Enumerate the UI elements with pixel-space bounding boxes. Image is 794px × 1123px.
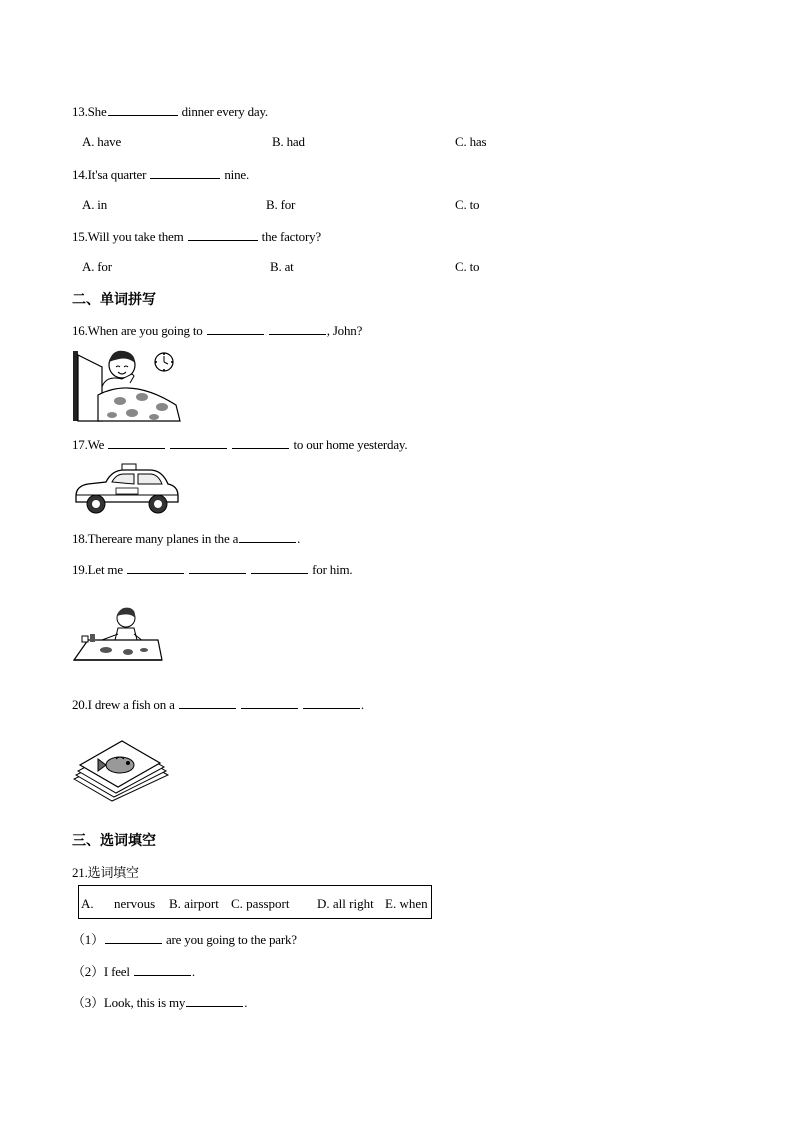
- question-text: 13.She: [72, 104, 107, 119]
- question-text: 20.I drew a fish on a: [72, 697, 175, 712]
- answer-blank[interactable]: [150, 166, 220, 179]
- question-19: [72, 561, 352, 578]
- option-c[interactable]: C. has: [455, 134, 487, 149]
- question-text: the factory?: [261, 229, 321, 244]
- question-20: [72, 696, 364, 713]
- question-text: I feel: [103, 964, 130, 979]
- question-16: [72, 322, 362, 339]
- word-option: E. when: [385, 896, 428, 911]
- question-text: 18.Thereare many planes in the a: [72, 531, 239, 546]
- answer-blank[interactable]: [241, 696, 298, 709]
- section-heading: 二、单词拼写: [72, 292, 156, 308]
- answer-blank[interactable]: [179, 696, 236, 709]
- question-13: [72, 103, 268, 120]
- question-21-item-3: [72, 992, 247, 1011]
- question-text: 17.We: [72, 437, 105, 452]
- item-number: （2）: [72, 964, 104, 979]
- question-text: 19.Let me: [72, 562, 123, 577]
- answer-blank[interactable]: [108, 103, 178, 116]
- word-option: C. passport: [231, 896, 290, 911]
- question-text: are you going to the park?: [165, 932, 297, 947]
- question-text: , John?: [326, 323, 363, 338]
- question-text: .: [244, 995, 248, 1010]
- option-a[interactable]: A. in: [82, 197, 108, 212]
- answer-blank[interactable]: [232, 436, 289, 449]
- question-15: [72, 228, 321, 245]
- answer-blank[interactable]: [127, 561, 184, 574]
- option-a[interactable]: A. for: [82, 259, 112, 274]
- boy-in-bed-clock-icon: [72, 345, 182, 423]
- question-text: for him.: [312, 562, 353, 577]
- taxi-icon: [72, 462, 182, 516]
- word-option: A.: [81, 896, 94, 911]
- answer-blank[interactable]: [251, 561, 308, 574]
- question-17: [72, 436, 407, 453]
- answer-blank[interactable]: [186, 994, 243, 1007]
- option-b[interactable]: B. at: [270, 259, 294, 274]
- answer-blank[interactable]: [170, 436, 227, 449]
- question-text: 15.Will you take them: [72, 229, 184, 244]
- question-21-item-2: [72, 961, 195, 980]
- question-text: 16.When are you going to: [72, 323, 203, 338]
- question-text: .: [191, 964, 195, 979]
- question-text: dinner every day.: [181, 104, 268, 119]
- answer-blank[interactable]: [207, 322, 264, 335]
- question-text: to our home yesterday.: [293, 437, 408, 452]
- answer-blank[interactable]: [188, 228, 258, 241]
- question-text: .: [360, 697, 364, 712]
- answer-blank[interactable]: [105, 931, 162, 944]
- question-21-title: 21.选词填空: [72, 865, 139, 880]
- answer-blank[interactable]: [303, 696, 360, 709]
- question-21-item-1: [72, 929, 297, 948]
- answer-blank[interactable]: [134, 963, 191, 976]
- fish-drawing-icon: [72, 735, 170, 803]
- word-option: B. airport: [169, 896, 219, 911]
- word-option: nervous: [114, 896, 156, 911]
- word-bank: [78, 885, 432, 919]
- question-18: [72, 530, 300, 547]
- question-text: nine.: [224, 167, 249, 182]
- option-c[interactable]: C. to: [455, 197, 480, 212]
- option-b[interactable]: B. had: [272, 134, 305, 149]
- option-c[interactable]: C. to: [455, 259, 480, 274]
- answer-blank[interactable]: [189, 561, 246, 574]
- question-14: [72, 166, 249, 183]
- boy-drawing-icon: [72, 604, 164, 666]
- question-text: .: [297, 531, 301, 546]
- option-a[interactable]: A. have: [82, 134, 122, 149]
- question-text: Look, this is my: [103, 995, 186, 1010]
- item-number: （3）: [72, 995, 104, 1010]
- word-option: D. all right: [317, 896, 374, 911]
- section-heading: 三、选词填空: [72, 833, 156, 849]
- question-text: 14.It'sa quarter: [72, 167, 147, 182]
- answer-blank[interactable]: [108, 436, 165, 449]
- option-b[interactable]: B. for: [266, 197, 296, 212]
- answer-blank[interactable]: [239, 530, 296, 543]
- answer-blank[interactable]: [269, 322, 326, 335]
- item-number: （1）: [72, 932, 104, 947]
